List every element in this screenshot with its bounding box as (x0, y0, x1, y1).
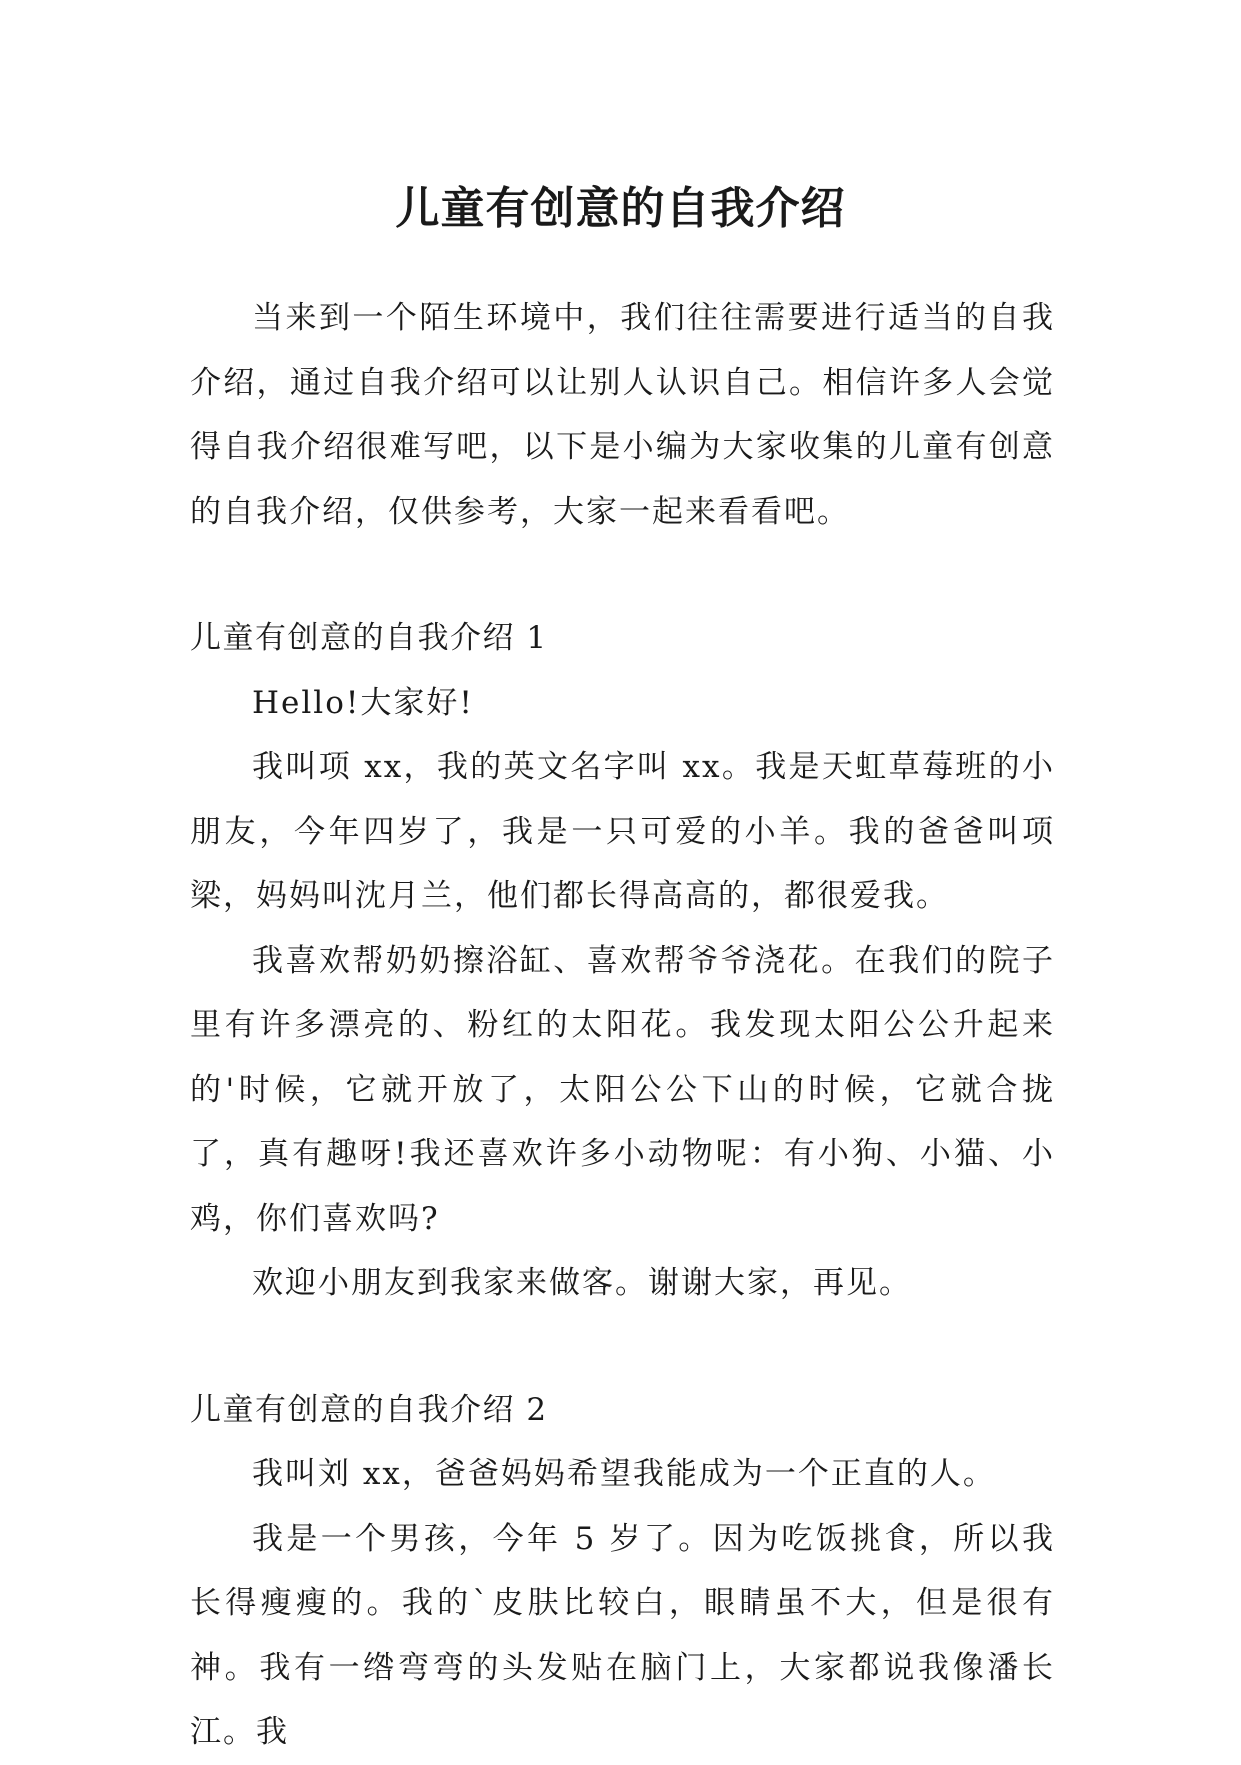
section-1-paragraph-2: 我叫项 xx，我的英文名字叫 xx。我是天虹草莓班的小朋友，今年四岁了，我是一只可爱的小羊。我的爸爸叫项梁，妈妈叫沈月兰，他们都长得高高的，都很爱我。 (190, 749, 1055, 914)
document-body (190, 286, 1055, 1765)
section-heading-1: 儿童有创意的自我介绍 1 (190, 620, 548, 656)
section-spacer (190, 1316, 1055, 1378)
section-1-paragraph-3: 我喜欢帮奶奶擦浴缸、喜欢帮爷爷浇花。在我们的院子里有许多漂亮的、粉红的太阳花。我发现太阳公公升起来的'时候，它就开放了，太阳公公下山的时候，它就合拢了，真有趣呀!我还喜欢许多小动物呢：有小狗、小猫、小鸡，你们喜欢吗? (190, 942, 1055, 1237)
section-2-paragraph-1: 我叫刘 xx，爸爸妈妈希望我能成为一个正直的人。 (252, 1456, 996, 1492)
section-1-paragraph-1: Hello!大家好! (252, 684, 474, 721)
section-2-paragraph-2: 我是一个男孩，今年 5 岁了。因为吃饭挑食，所以我长得瘦瘦的。我的`皮肤比较白，眼睛虽不大，但是很有神。我有一绺弯弯的头发贴在脑门上，大家都说我像潘长江。我 (190, 1520, 1055, 1750)
intro-paragraph: 当来到一个陌生环境中，我们往往需要进行适当的自我介绍，通过自我介绍可以让别人认识自己。相信许多人会觉得自我介绍很难写吧，以下是小编为大家收集的儿童有创意的自我介绍，仅供参考，大家一起来看看吧。 (190, 300, 1055, 530)
section-spacer (190, 544, 1055, 606)
section-1-paragraph-4: 欢迎小朋友到我家来做客。谢谢大家，再见。 (252, 1265, 912, 1301)
section-heading-2: 儿童有创意的自我介绍 2 (190, 1391, 548, 1428)
document-title: 儿童有创意的自我介绍 (395, 183, 846, 235)
